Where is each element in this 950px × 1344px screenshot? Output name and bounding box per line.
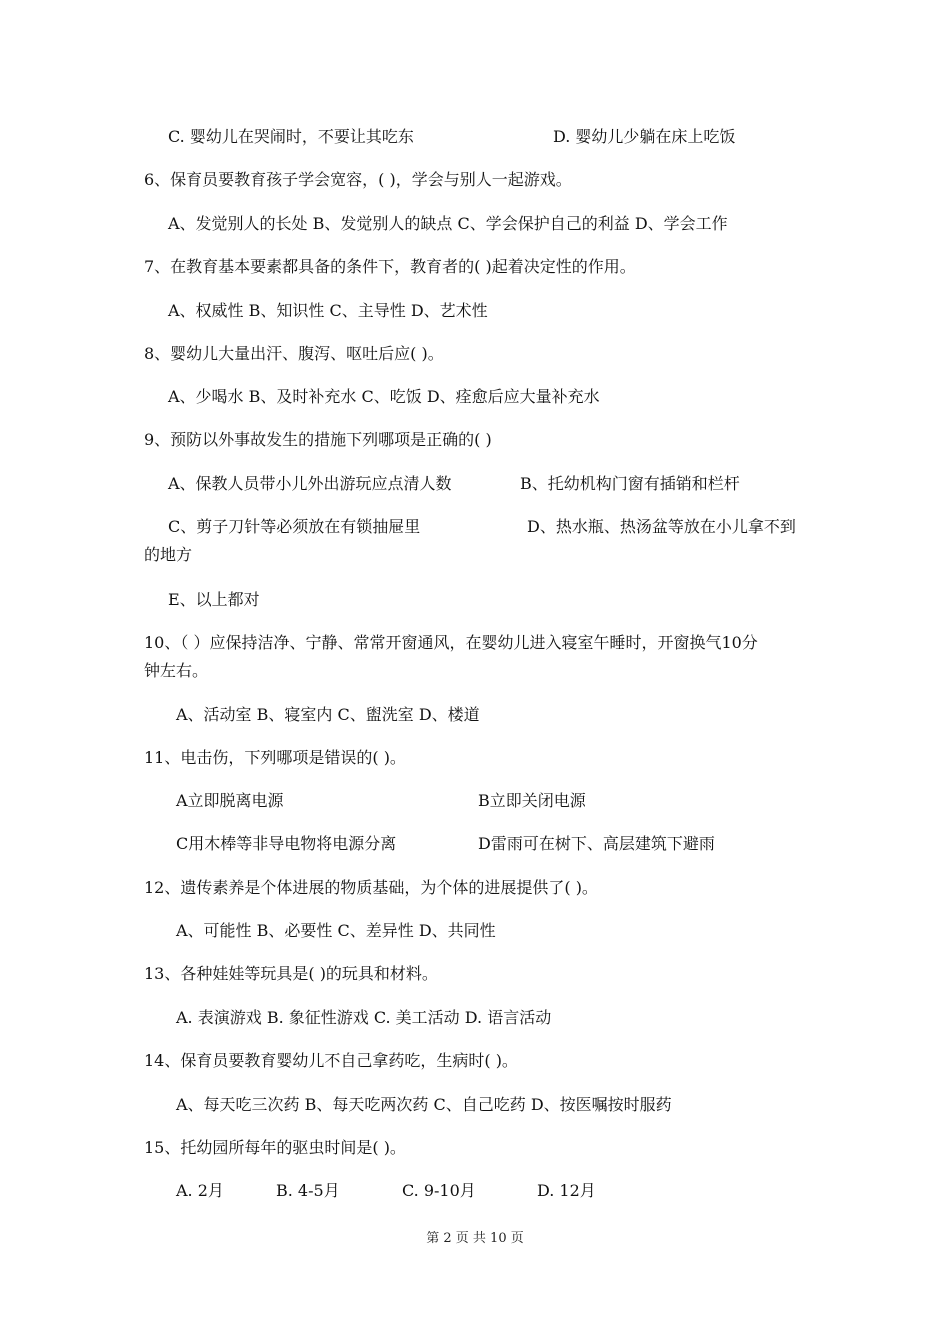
q10-options: A、活动室 B、寝室内 C、盥洗室 D、楼道 (176, 705, 480, 724)
q15-option-b: B. 4-5月 (276, 1181, 340, 1200)
q15-option-a: A. 2月 (176, 1181, 224, 1200)
q8-stem: 8、婴幼儿大量出汗、腹泻、呕吐后应( )。 (144, 344, 444, 363)
q15-stem: 15、托幼园所每年的驱虫时间是( )。 (144, 1138, 406, 1157)
q11-option-b: B立即关闭电源 (478, 791, 586, 810)
q11-stem: 11、电击伤，下列哪项是错误的( )。 (144, 748, 406, 767)
q6-options: A、发觉别人的长处 B、发觉别人的缺点 C、学会保护自己的利益 D、学会工作 (168, 214, 728, 233)
q6-stem: 6、保育员要教育孩子学会宽容，( )，学会与别人一起游戏。 (144, 170, 572, 189)
q11-option-a: A立即脱离电源 (176, 791, 284, 810)
q7-stem: 7、在教育基本要素都具备的条件下，教育者的( )起着决定性的作用。 (144, 257, 636, 276)
page-footer: 第 2 页 共 10 页 (426, 1231, 524, 1246)
q9-option-e: E、以上都对 (168, 590, 260, 609)
q14-stem: 14、保育员要教育婴幼儿不自己拿药吃，生病时( )。 (144, 1051, 518, 1070)
q10-stem-continued: 钟左右。 (144, 661, 209, 680)
q11-option-c: C用木棒等非导电物将电源分离 (176, 834, 397, 853)
q5-option-c: C. 婴幼儿在哭闹时，不要让其吃东 (168, 127, 414, 146)
q9-option-d-continued: 的地方 (144, 545, 193, 564)
q9-option-b: B、托幼机构门窗有插销和栏杆 (520, 474, 740, 493)
q14-options: A、每天吃三次药 B、每天吃两次药 C、自己吃药 D、按医嘱按时服药 (176, 1095, 672, 1114)
q9-option-a: A、保教人员带小儿外出游玩应点清人数 (168, 474, 452, 493)
q15-option-c: C. 9-10月 (402, 1181, 476, 1200)
q8-options: A、少喝水 B、及时补充水 C、吃饭 D、痊愈后应大量补充水 (168, 387, 600, 406)
q9-stem: 9、预防以外事故发生的措施下列哪项是正确的( ) (144, 430, 492, 449)
q15-option-d: D. 12月 (537, 1181, 596, 1200)
q11-option-d: D雷雨可在树下、高层建筑下避雨 (478, 834, 715, 853)
q13-stem: 13、各种娃娃等玩具是( )的玩具和材料。 (144, 964, 438, 983)
q9-option-d: D、热水瓶、热汤盆等放在小儿拿不到 (527, 517, 796, 536)
q7-options: A、权威性 B、知识性 C、主导性 D、艺术性 (168, 301, 488, 320)
q12-options: A、可能性 B、必要性 C、差异性 D、共同性 (176, 921, 496, 940)
q13-options: A. 表演游戏 B. 象征性游戏 C. 美工活动 D. 语言活动 (176, 1008, 552, 1027)
q10-stem: 10、（ ）应保持洁净、宁静、常常开窗通风，在婴幼儿进入寝室午睡时，开窗换气10分 (144, 633, 758, 652)
q9-option-c: C、剪子刀针等必须放在有锁抽屉里 (168, 517, 421, 536)
q5-option-d: D. 婴幼儿少躺在床上吃饭 (553, 127, 736, 146)
q12-stem: 12、遗传素养是个体进展的物质基础，为个体的进展提供了( )。 (144, 878, 598, 897)
